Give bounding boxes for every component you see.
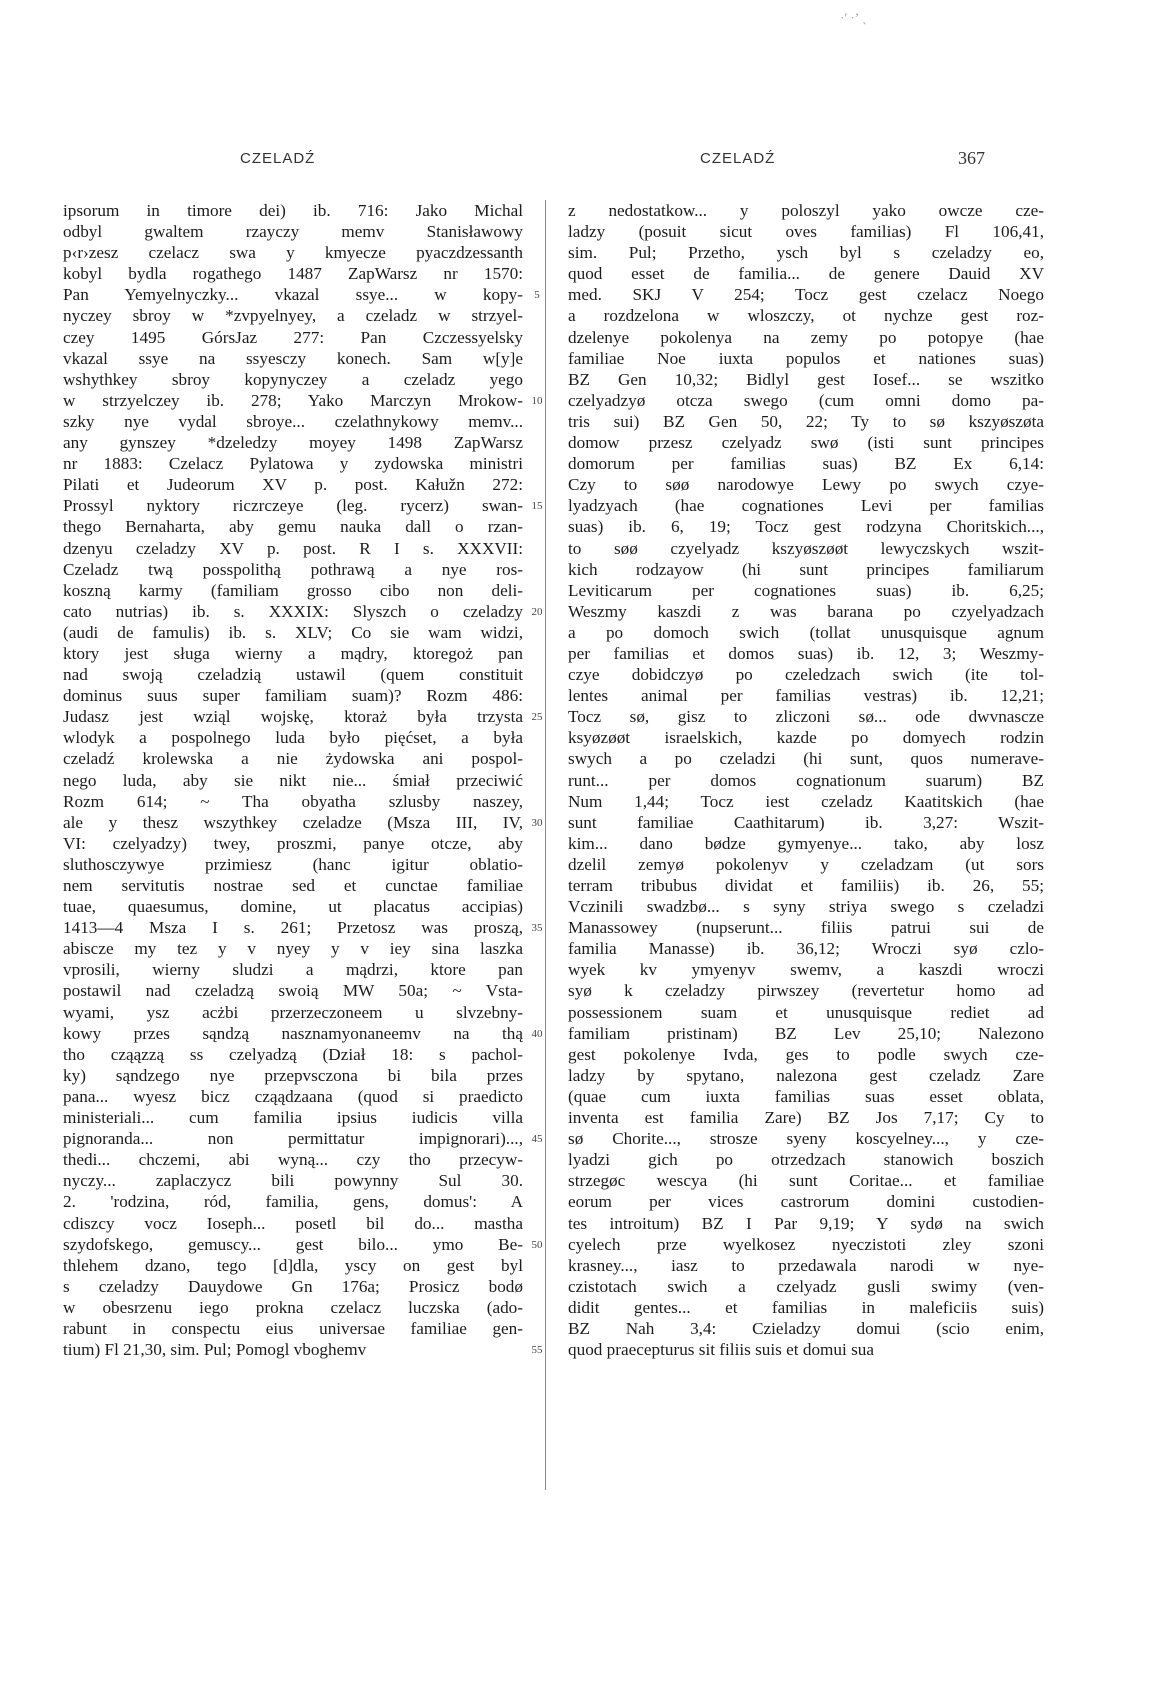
text-line: szky nye vydal sbroye... czelathnykowy memv...	[63, 411, 523, 431]
text-line: Czeladz twą posspolithą pothrawą a nye ros-	[63, 559, 523, 579]
text-line: thego Bernaharta, aby gemu nauka dall o rzan-	[63, 517, 523, 537]
line-number: 25	[531, 711, 543, 724]
text-line: to søø czyelyadz kszyøszøøt lewyczskych wszit-	[568, 538, 1044, 558]
text-line: w obesrzenu iego prokna czelacz luczska (ado-	[63, 1297, 523, 1317]
text-line: eorum per vices castrorum domini custodien-	[568, 1192, 1044, 1212]
running-head-left: CZELADŹ	[240, 150, 316, 167]
text-line: runt... per domos cognationum suarum) BZ	[568, 770, 1044, 790]
text-line: sunt familiae Caathitarum) ib. 3,27: Wszit-	[568, 812, 1044, 832]
text-line: dzelil zemyø pokolenyv y czeladzam (ut sors	[568, 854, 1044, 874]
text-line: ipsorum in timore dei) ib. 716: Jako Michal	[63, 201, 523, 220]
text-line: Prossyl nyktory riczrczeye (leg. rycerz) swan-	[63, 496, 523, 516]
text-line: Rozm 614; ~ Tha obyatha szlusby naszey,	[63, 791, 523, 811]
text-line: odbyl gwaltem rzayczy memv Stanisławowy	[63, 222, 523, 242]
text-line: czelyadzyø otcza swego (cum omni domo pa-	[568, 390, 1044, 410]
text-line: p‹r›zesz czelacz swa y kmyecze pyaczdzessanth	[63, 243, 523, 263]
text-line: Pilati et Judeorum XV p. post. Kałužn 272:	[63, 475, 523, 495]
line-number: 30	[531, 816, 543, 829]
text-line: Pan Yemyelnyczky... vkazal ssye... w kopy-	[63, 285, 523, 305]
text-line: quod esset de familia... de genere Dauid XV	[568, 264, 1044, 284]
text-line: a rozdzelona w wloszczy, ot nychze gest roz-	[568, 306, 1044, 326]
text-line: familiae Noe iuxta populos et nationes suas)	[568, 348, 1044, 368]
line-number: 40	[531, 1027, 543, 1040]
text-line: pignoranda... non permittatur impignorari)...,	[63, 1129, 523, 1149]
text-line: Leviticarum per cognationes suas) ib. 6,25;	[568, 580, 1044, 600]
text-line: BZ Gen 10,32; Bidlyl gest Iosef... se wszitko	[568, 369, 1044, 389]
text-line: tium) Fl 21,30, sim. Pul; Pomogl vboghemv	[63, 1340, 367, 1360]
right-column-text	[568, 200, 1044, 1360]
text-line: krasney..., iasz to przedawala narodi w nye-	[568, 1255, 1044, 1275]
text-line: postawil nad czeladzą swoią MW 50a; ~ Vsta-	[63, 981, 523, 1001]
text-line: nyczy... zaplaczycz bili powynny Sul 30.	[63, 1171, 523, 1191]
text-line: cato nutrias) ib. s. XXXIX: Slyszch o czeladzy	[63, 601, 523, 621]
text-line: wyek kv ymyenyv swemv, a kaszdi wroczi	[568, 960, 1044, 980]
text-line: VI: czelyadzy) twey, proszmi, panye otcze, aby	[63, 833, 523, 853]
line-number: 35	[531, 922, 543, 935]
text-line: czey 1495 GórsJaz 277: Pan Czczessyelsky	[63, 327, 523, 347]
text-line: szydofskego, gemuscy... gest bilo... ymo Be-	[63, 1234, 523, 1254]
text-line: sø Chorite..., strosze syeny koscyelney..., y cze-	[568, 1129, 1044, 1149]
text-line: possessionem suam et unusquisque rediet ad	[568, 1002, 1044, 1022]
text-line: terram tribubus dividat et familiis) ib. 26, 55;	[568, 876, 1044, 895]
text-line: gest pokolenye Ivda, ges to podle swych cze-	[568, 1044, 1044, 1064]
text-line: czye dobidczyø po czeledzach swich (ite tol-	[568, 665, 1044, 685]
line-number: 55	[531, 1344, 543, 1357]
running-head-right: CZELADŹ	[700, 150, 776, 167]
text-line: s czeladzy Dauydowe Gn 176a; Prosicz bodø	[63, 1276, 523, 1296]
text-line: wlodyk a pospolnego luda było pięćset, a była	[63, 728, 523, 748]
text-line: vkazal ssye na ssyesczy konech. Sam w[y]e	[63, 348, 523, 368]
line-number: 10	[531, 394, 543, 407]
text-line: med. SKJ V 254; Tocz gest czelacz Noego	[568, 285, 1044, 305]
text-line: kim... dano bødze gymyenye... tako, aby losz	[568, 833, 1044, 853]
text-line: lyadzi gich po otrzedzach stanowich boszich	[568, 1150, 1044, 1170]
text-line: thlehem dzano, tego [d]dla, yscy on gest byl	[63, 1255, 523, 1275]
text-line: nego luda, aby sie nikt nie... śmiał przeciwić	[63, 770, 523, 790]
scan-speck: ·ʹ ·ʼ ˏ	[840, 10, 867, 25]
text-line: domow przesz czelyadz swø (isti sunt principes	[568, 433, 1044, 453]
text-line: z nedostatkow... y poloszyl yako owcze cze-	[568, 201, 1044, 220]
text-line: dzenyu czeladzy XV p. post. R I s. XXXVII:	[63, 538, 523, 558]
text-line: ale y thesz wszythkey czeladze (Msza III, IV,	[63, 812, 523, 832]
text-line: ladzy (posuit sicut oves familias) Fl 106,41,	[568, 222, 1044, 242]
text-line: familiam pristinam) BZ Lev 25,10; Nalezono	[568, 1023, 1044, 1043]
text-line: ladzy by spytano, nalezona gest czeladz Zare	[568, 1065, 1044, 1085]
text-line: nyczey sbroy w *zvpyelnyey, a czeladz w strzyel-	[63, 306, 523, 326]
text-line: kich rodzayow (hi sunt principes familiarum	[568, 559, 1044, 579]
text-line: inventa est familia Zare) BZ Jos 7,17; Cy to	[568, 1108, 1044, 1128]
text-line: quod praecepturus sit filiis suis et domui sua	[568, 1340, 874, 1360]
line-number: 20	[531, 605, 543, 618]
text-line: tho cząązzą ss czelyadzą (Dział 18: s pachol-	[63, 1044, 523, 1064]
text-line: nad swoją czeladzią ustawil (quem constituit	[63, 665, 523, 685]
text-line: Manassowey (nupserunt... filiis patrui sui de	[568, 918, 1044, 938]
text-line: nem servitutis nostrae sed et cunctae familiae	[63, 876, 523, 895]
text-line: per familias et domos suas) ib. 12, 3; Weszmy-	[568, 643, 1044, 663]
text-line: Czy to søø narodowye Lewy po swych czye-	[568, 475, 1044, 495]
text-line: tris sui) BZ Gen 50, 22; Ty to sø kszyøszøta	[568, 411, 1044, 431]
text-line: cyelech prze wyelkosez nyeczistoti zley szoni	[568, 1234, 1044, 1254]
text-line: lyadzyach (hae cognationes Levi per familias	[568, 496, 1044, 516]
text-line: familia Manasse) ib. 36,12; Wroczi syø czlo-	[568, 939, 1044, 959]
text-line: any gynszey *dzeledzy moyey 1498 ZapWarsz	[63, 433, 523, 453]
text-line: suas) ib. 6, 19; Tocz gest rodzyna Choritskich...,	[568, 517, 1044, 537]
line-number: 50	[531, 1238, 543, 1251]
text-line: abiscze my tez y v nyey y v iey sina laszka	[63, 939, 523, 959]
text-line: ktory jest sługa wierny a mądry, ktoregoż pan	[63, 643, 523, 663]
text-line: didit gentes... et familias in maleficiis suis)	[568, 1297, 1044, 1317]
text-line: cdiszcy vocz Ioseph... posetl bil do... mastha	[63, 1213, 523, 1233]
text-line: pana... wyesz bicz cząądzaana (quod si praedicto	[63, 1086, 523, 1106]
text-line: (quae cum iuxta familias suas esset oblata,	[568, 1086, 1044, 1106]
text-line: Weszmy kaszdi z was barana po czyelyadzach	[568, 601, 1044, 621]
text-line: strzegøc wescya (hi sunt Coritae... et familiae	[568, 1171, 1044, 1191]
text-line: sluthosczywye przimiesz (hanc igitur oblatio-	[63, 854, 523, 874]
text-line: a po domoch swich (tollat unusquisque agnum	[568, 622, 1044, 642]
text-line: 2. 'rodzina, ród, familia, gens, domus': A	[63, 1192, 523, 1212]
text-line: BZ Nah 3,4: Czieladzy domui (scio enim,	[568, 1318, 1044, 1338]
text-line: w strzyelczey ib. 278; Yako Marczyn Mrokow-	[63, 390, 523, 410]
text-line: dzelenye pokolenya na zemy po potopye (hae	[568, 327, 1044, 347]
text-line: Vczinili swadzbø... s syny striya swego s czeladzi	[568, 897, 1044, 917]
text-line: wshythkey sbroy kopynyczey a czeladz yego	[63, 369, 523, 389]
column-divider	[545, 200, 546, 1490]
text-line: rabunt in conspectu eius universae familiae gen-	[63, 1318, 523, 1338]
text-line: ministeriali... cum familia ipsius iudicis villa	[63, 1108, 523, 1128]
text-line: kobyl bydla rogathego 1487 ZapWarsz nr 1570:	[63, 264, 523, 284]
text-line: nr 1883: Czelacz Pylatowa y zydowska ministri	[63, 454, 523, 474]
text-line: thedi... chczemi, abi wyną... czy tho przecyw-	[63, 1150, 523, 1170]
text-line: kowy przes sąndzą nasznamyonaneemv na thą	[63, 1023, 523, 1043]
text-line: tuae, quaesumus, domine, ut placatus accipias)	[63, 897, 523, 917]
text-line: Tocz sø, gisz to zliczoni sø... ode dwvnascze	[568, 707, 1044, 727]
line-number: 15	[531, 500, 543, 513]
text-line: vprosili, wierny sludzi a mądrzi, ktore pan	[63, 960, 523, 980]
text-line: tes introitum) BZ I Par 9,19; Y sydø na swich	[568, 1213, 1044, 1233]
text-line: swych a po czeladzi (hi sunt, quos numerave-	[568, 749, 1044, 769]
text-line: czeladź krolewska a nie żydowska ani pospol-	[63, 749, 523, 769]
text-line: ky) sąndzego nye przepvsczona bi bila przes	[63, 1065, 523, 1085]
text-line: syø k czeladzy pirwszey (revertetur homo ad	[568, 981, 1044, 1001]
page-number: 367	[958, 148, 985, 168]
text-line: Judasz jest wziąl wojskę, ktoraż była trzysta	[63, 707, 523, 727]
text-line: domorum per familias suas) BZ Ex 6,14:	[568, 454, 1044, 474]
text-line: ksyøzøøt israelskich, kazde po domyech rodzin	[568, 728, 1044, 748]
text-line: dominus suus super familiam suam)? Rozm 486:	[63, 686, 523, 706]
text-line: czistotach swich a czelyadz gusli swimy (ven-	[568, 1276, 1044, 1296]
line-number: 5	[534, 289, 540, 302]
text-line: sim. Pul; Przetho, ysch byl s czeladzy eo,	[568, 243, 1044, 263]
text-line: koszną karmy (familiam grosso cibo non deli-	[63, 580, 523, 600]
text-line: 1413—4 Msza I s. 261; Przetosz was proszą,	[63, 918, 523, 938]
left-column-text	[63, 200, 523, 1360]
line-number: 45	[531, 1133, 543, 1146]
text-line: wyami, ysz acżbi przerzeczoneem u slvzebny-	[63, 1002, 523, 1022]
text-line: (audi de famulis) ib. s. XLV; Co sie wam widzi,	[63, 622, 523, 642]
text-line: Num 1,44; Tocz iest czeladz Kaatitskich (hae	[568, 791, 1044, 811]
text-line: lentes animal per familias vestras) ib. 12,21;	[568, 686, 1044, 706]
